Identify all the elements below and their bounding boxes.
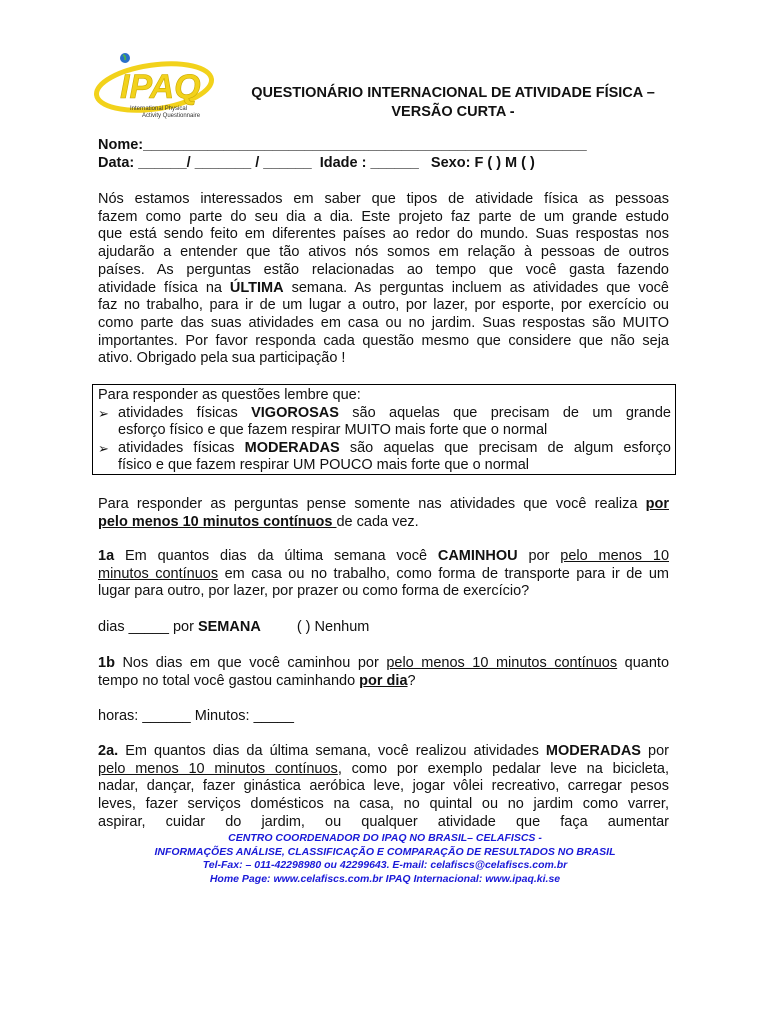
intro-line: Nós estamos interessados em saber que tipos de atividade física as pessoas: [98, 191, 669, 207]
footer-contact: [110, 832, 660, 886]
logo-subtitle-1: International Physical: [130, 106, 188, 112]
title-line-2: VERSÃO CURTA -: [391, 104, 515, 120]
question-1a: 1a Em quantos dias da última semana você CAMINHOU por pelo menos 10 minutos contínuos em casa ou no trabalho, como forma de transporte para ir de um lugar para outro, por lazer, por prazer ou como forma de exercício?: [98, 548, 670, 600]
data-age-sex-field[interactable]: Data: ______/ _______ / ______ Idade : ______ Sexo: F ( ) M ( ): [98, 155, 535, 171]
intro-line: ajudarão a entender que tão ativos nós somos em relação à pessoas de outros: [98, 244, 669, 261]
answer-1a[interactable]: dias _____ por SEMANA ( ) Nenhum: [98, 619, 370, 635]
question-1b: 1b Nos dias em que você caminhou por pelo menos 10 minutos contínuos quanto tempo no total você gastou caminhando por dia?: [98, 655, 670, 689]
arrow-bullet-icon: ➢: [98, 405, 109, 421]
question-2a: 2a. Em quantos dias da última semana, você realizou atividades MODERADAS por pelo menos 10 minutos contínuos, como por exemplo pedalar leve na bicicleta, nadar, dançar, fazer ginástica aeróbica leve, jogar vôlei recreativo, carregar pesos leves, fazer serviços domésticos na casa, no quintal ou no jardim como varrer, aspirar, cuidar do jardim, ou qualquer atividade que faça aumentar: [98, 743, 669, 830]
question-number: 2a.: [98, 743, 119, 759]
bullet-vigorous: ➢ atividades físicas VIGOROSAS são aquelas que precisam de um grande esforço físico e que fazem respirar MUITO mais forte que o normal: [98, 404, 671, 438]
logo-subtitle-2: Activity Questionnaire: [142, 113, 201, 119]
title-line-1: QUESTIONÁRIO INTERNACIONAL DE ATIVIDADE FÍSICA –: [251, 85, 655, 101]
footer-line-4: Home Page: www.celafiscs.com.br IPAQ Internacional: www.ipaq.ki.se: [209, 872, 561, 885]
ultima-emphasis: ÚLTIMA: [229, 279, 284, 296]
instruction-paragraph: Para responder as perguntas pense somente nas atividades que você realiza por pelo menos 10 minutos contínuos de cada vez.: [98, 496, 669, 530]
reminder-heading: Para responder as questões lembre que:: [98, 387, 361, 403]
ipaq-logo: [92, 52, 222, 122]
intro-paragraph: [98, 191, 669, 368]
intro-line: faz no trabalho, para ir de um lugar a outro, por lazer, por esporte, por exercício ou: [98, 297, 669, 314]
intro-line: ativo. Obrigado pela sua participação !: [98, 350, 346, 367]
intro-line: países. As perguntas estão relacionadas ao tempo que você gasta fazendo: [98, 261, 669, 278]
footer-line-2: INFORMAÇÕES ANÁLISE, CLASSIFICAÇÃO E COMPARAÇÃO DE RESULTADOS NO BRASIL: [154, 845, 616, 858]
footer-line-1: CENTRO COORDENADOR DO IPAQ NO BRASIL– CELAFISCS -: [228, 832, 542, 844]
answer-1b[interactable]: horas: ______ Minutos: _____: [98, 708, 294, 724]
respondent-fields: [98, 136, 678, 172]
arrow-bullet-icon: ➢: [98, 440, 109, 456]
nenhum-option[interactable]: ( ) Nenhum: [296, 619, 370, 635]
intro-line: atividade física na ÚLTIMA semana. As perguntas incluem as atividades que você: [98, 279, 669, 296]
reminder-box: [92, 384, 676, 475]
intro-line: que está sendo feito em diferentes países ao redor do mundo. Suas respostas nos: [98, 226, 669, 243]
name-field[interactable]: Nome:_______________________________________________________: [98, 137, 587, 153]
document-title: [222, 84, 684, 122]
bullet-moderate: ➢ atividades físicas MODERADAS são aquelas que precisam de algum esforço físico e que fazem respirar UM POUCO mais forte que o normal: [98, 439, 671, 473]
intro-line: como parte das suas atividades em casa ou no jardim. Suas respostas são MUITO: [98, 314, 669, 331]
vigorosas-emphasis: VIGOROSAS: [251, 404, 339, 421]
logo-acronym: IPAQ: [120, 68, 201, 106]
intro-line: fazem como parte do seu dia a dia. Este projeto faz parte de um grande estudo: [98, 208, 669, 225]
footer-line-3: Tel-Fax: – 011-42298980 ou 42299643. E-mail: celafiscs@celafiscs.com.br: [202, 859, 568, 871]
moderadas-emphasis: MODERADAS: [244, 439, 340, 456]
question-number: 1a: [98, 548, 115, 564]
intro-line: importantes. Por favor responda cada questão mesmo que considere que não seja: [98, 332, 669, 349]
question-number: 1b: [98, 655, 115, 671]
